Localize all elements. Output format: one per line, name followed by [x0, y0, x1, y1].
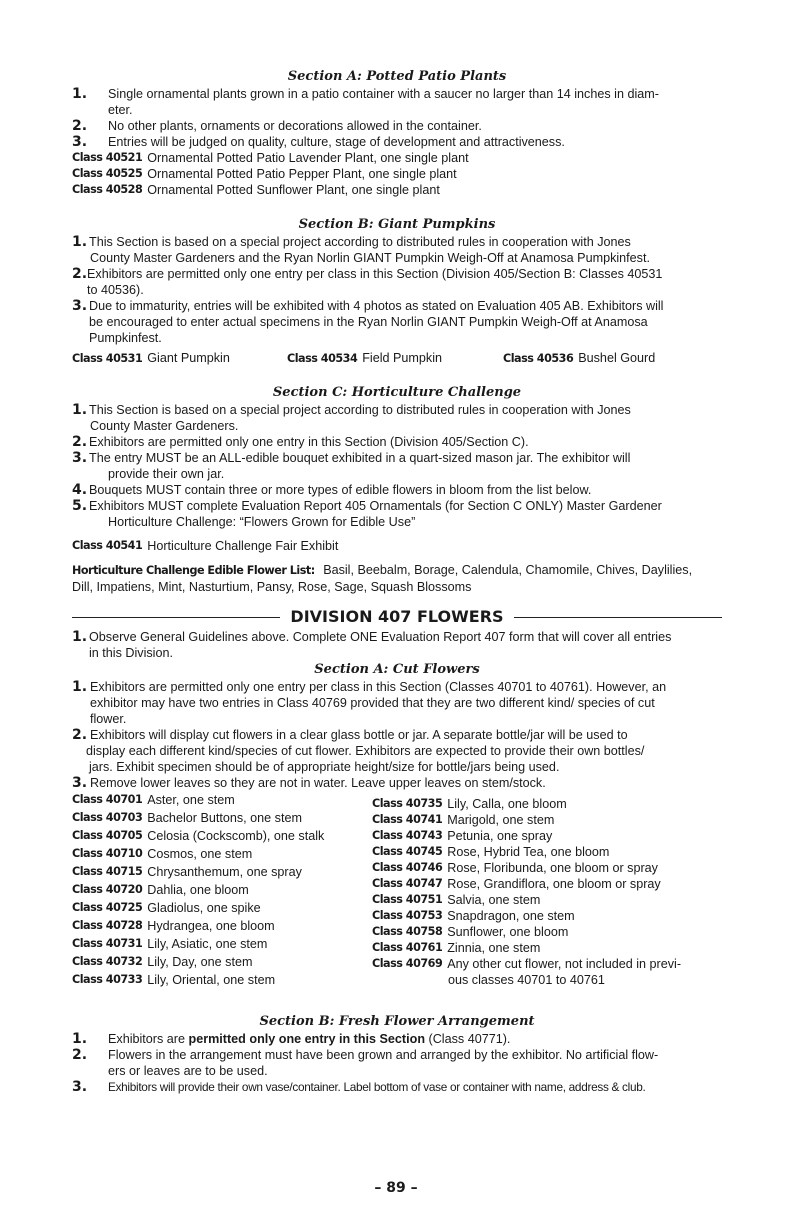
class-number: Class 40733 [72, 973, 143, 986]
class-name: Ornamental Potted Patio Pepper Plant, one single plant [147, 167, 457, 181]
classes-left-column [72, 791, 372, 989]
fresh-rule-3 [72, 1079, 722, 1095]
class-row [72, 809, 372, 827]
page-number: – 89 – [374, 1180, 418, 1196]
rule-text: Exhibitors are permitted only one entry in this Section (Division 405/Section C). [89, 435, 529, 449]
class-number: Class 40528 [72, 183, 143, 196]
class-number: Class 40745 [372, 845, 443, 858]
rule-number: 2. [72, 118, 88, 134]
class-row [72, 827, 372, 845]
class-row [72, 881, 372, 899]
rule-text-cont: County Master Gardeners. [90, 419, 239, 433]
class-row [372, 924, 722, 940]
section-c-rule-4 [72, 482, 722, 498]
class-row [372, 892, 722, 908]
rule-number: 2. [72, 727, 88, 743]
pumpkin-class-row [72, 350, 722, 367]
class-row [372, 844, 722, 860]
rule-text: No other plants, ornaments or decorations allowed in the container. [108, 119, 482, 133]
class-number: Class 40731 [72, 937, 143, 950]
division-intro [72, 629, 722, 661]
rule-number: 2. [72, 434, 88, 450]
divider-left [72, 617, 280, 618]
class-name: Rose, Hybrid Tea, one bloom [447, 845, 610, 859]
class-name: Marigold, one stem [447, 813, 555, 827]
rule-text-cont: County Master Gardeners and the Ryan Norlin GIANT Pumpkin Weigh-Off at Anamosa Pumpkinfest. [90, 251, 650, 265]
class-number: Class 40747 [372, 877, 443, 890]
rule-text-cont: ers or leaves are to be used. [108, 1064, 268, 1078]
section-a-title: Section A: Potted Patio Plants [287, 69, 507, 84]
list-label: Horticulture Challenge Edible Flower List: [72, 564, 315, 577]
class-name: Gladiolus, one spike [147, 901, 261, 915]
class-number: Class 40536 [503, 352, 574, 365]
section-a-rule-3 [72, 134, 722, 150]
class-name: Lily, Asiatic, one stem [147, 937, 268, 951]
fresh-rule-2 [72, 1047, 722, 1079]
class-row [72, 935, 372, 953]
cut-rule-1 [72, 679, 722, 727]
rule-text-cont: eter. [108, 103, 133, 117]
class-name: Salvia, one stem [447, 893, 541, 907]
class-number: Class 40746 [372, 861, 443, 874]
section-b-rule-2 [72, 266, 722, 298]
section-c-rule-2 [72, 434, 722, 450]
class-name: Aster, one stem [147, 793, 235, 807]
rule-number: 2. [72, 266, 88, 282]
class-row [372, 908, 722, 924]
rule-text-cont: to 40536). [87, 283, 144, 297]
cut-flower-classes [72, 791, 722, 989]
class-row [72, 917, 372, 935]
class-name: Sunflower, one bloom [447, 925, 569, 939]
rule-text: Flowers in the arrangement must have been grown and arranged by the exhibitor. No artificial flow- [108, 1048, 659, 1062]
rule-text-cont: be encouraged to enter actual specimens in the Ryan Norlin GIANT Pumpkin Weigh-Off at Anamosa [89, 315, 648, 329]
rule-text: Exhibitors MUST complete Evaluation Report 405 Ornamentals (for Section C ONLY) Master Gardener [89, 499, 662, 513]
division-title: DIVISION 407 FLOWERS [290, 607, 504, 626]
class-number: Class 40541 [72, 539, 143, 552]
class-name-cont: ous classes 40701 to 40761 [448, 973, 605, 987]
class-number: Class 40728 [72, 919, 143, 932]
class-number: Class 40753 [372, 909, 443, 922]
section-b-rule-1 [72, 234, 722, 266]
rule-text-cont: exhibitor may have two entries in Class 40769 provided that they are two different kind/ species of cut [90, 696, 655, 710]
class-number: Class 40531 [72, 352, 143, 365]
class-row [372, 828, 722, 844]
class-name: Celosia (Cockscomb), one stalk [147, 829, 325, 843]
class-number: Class 40732 [72, 955, 143, 968]
rule-number: 4. [72, 482, 88, 498]
class-name: Cosmos, one stem [147, 847, 253, 861]
class-number: Class 40735 [372, 797, 443, 810]
class-name: Snapdragon, one stem [447, 909, 575, 923]
section-c-rule-1 [72, 402, 722, 434]
rule-number: 3. [72, 450, 88, 466]
rule-text-cont: Horticulture Challenge: “Flowers Grown for Edible Use” [108, 515, 416, 529]
rule-text: Observe General Guidelines above. Complete ONE Evaluation Report 407 form that will cover all entries [89, 630, 672, 644]
rule-text-cont: flower. [90, 712, 127, 726]
class-name: Ornamental Potted Sunflower Plant, one single plant [147, 183, 440, 197]
page-content [72, 68, 722, 1095]
section-a-rule-2 [72, 118, 722, 134]
section-c-rule-5 [72, 498, 722, 530]
edible-flower-list [72, 562, 722, 595]
class-row [72, 863, 372, 881]
class-name: Zinnia, one stem [447, 941, 541, 955]
class-name: Lily, Calla, one bloom [447, 797, 567, 811]
rule-text: This Section is based on a special project according to distributed rules in cooperation with Jones [89, 403, 631, 417]
rule-text: Exhibitors will provide their own vase/container. Label bottom of vase or container with name, address & club. [108, 1080, 646, 1094]
class-number: Class 40751 [372, 893, 443, 906]
rule-number: 3. [72, 1079, 88, 1095]
class-name: Petunia, one spray [447, 829, 553, 843]
rule-text-cont: Pumpkinfest. [89, 331, 162, 345]
class-number: Class 40769 [372, 957, 443, 970]
section-b-title: Section B: Giant Pumpkins [298, 217, 496, 232]
class-number: Class 40534 [287, 352, 358, 365]
rule-text: The entry MUST be an ALL-edible bouquet exhibited in a quart-sized mason jar. The exhibitor will [89, 451, 631, 465]
rule-number: 1. [72, 86, 88, 102]
class-name: Any other cut flower, not included in previ- [447, 957, 682, 971]
class-number: Class 40701 [72, 793, 143, 806]
cut-rule-3 [72, 775, 722, 791]
class-number: Class 40710 [72, 847, 143, 860]
rule-text-bold: permitted only one entry in this Section [188, 1032, 426, 1046]
fresh-rule-1 [72, 1031, 722, 1047]
class-row [72, 971, 372, 989]
classes-right-column [372, 791, 722, 989]
class-number: Class 40521 [72, 151, 143, 164]
class-row [72, 150, 722, 166]
rule-text [108, 1031, 722, 1047]
cut-rule-2 [72, 727, 722, 775]
class-name: Ornamental Potted Patio Lavender Plant, one single plant [147, 151, 469, 165]
rule-text-cont: provide their own jar. [108, 467, 225, 481]
class-number: Class 40743 [372, 829, 443, 842]
rule-text: Due to immaturity, entries will be exhibited with 4 photos as stated on Evaluation 405 AB. Exhibitors will [89, 299, 664, 313]
rule-text-pre: Exhibitors are [108, 1032, 189, 1046]
class-name: Field Pumpkin [362, 351, 443, 365]
cut-flowers-title: Section A: Cut Flowers [314, 662, 480, 677]
rule-text-cont: jars. Exhibit specimen should be of appropriate height/size for bottle/jars being used. [89, 760, 560, 774]
rule-number: 1. [72, 402, 88, 418]
rule-number: 3. [72, 775, 88, 791]
class-name: Horticulture Challenge Fair Exhibit [147, 539, 339, 553]
class-row [372, 940, 722, 956]
rule-number: 1. [72, 679, 88, 695]
rule-text: Exhibitors will display cut flowers in a clear glass bottle or jar. A separate bottle/jar will be used to [90, 728, 628, 742]
class-row [372, 956, 722, 972]
class-number: Class 40703 [72, 811, 143, 824]
list-text-cont: Dill, Impatiens, Mint, Nasturtium, Pansy, Rose, Sage, Squash Blossoms [72, 580, 472, 594]
class-row [372, 876, 722, 892]
class-number: Class 40715 [72, 865, 143, 878]
rule-text: Exhibitors are permitted only one entry per class in this Section (Division 405/Section B: Classes 40531 [87, 267, 663, 281]
division-heading [72, 609, 722, 625]
class-name: Lily, Oriental, one stem [147, 973, 276, 987]
class-row [72, 791, 372, 809]
rule-text: Single ornamental plants grown in a patio container with a saucer no larger than 14 inches in diam- [108, 87, 659, 101]
class-name: Bushel Gourd [578, 351, 656, 365]
rule-number: 5. [72, 498, 88, 514]
rule-text: This Section is based on a special project according to distributed rules in cooperation with Jones [89, 235, 631, 249]
class-number: Class 40758 [372, 925, 443, 938]
class-row [372, 796, 722, 812]
class-row [72, 166, 722, 182]
rule-text: Bouquets MUST contain three or more types of edible flowers in bloom from the list below. [89, 483, 592, 497]
section-c-rule-3 [72, 450, 722, 482]
class-number: Class 40705 [72, 829, 143, 842]
class-name: Hydrangea, one bloom [147, 919, 275, 933]
section-a-rule-1 [72, 86, 722, 118]
rule-text-cont: in this Division. [89, 646, 173, 660]
rule-text-cont: display each different kind/species of cut flower. Exhibitors are expected to provide their own bottles/ [86, 744, 645, 758]
rule-text: Remove lower leaves so they are not in water. Leave upper leaves on stem/stock. [90, 776, 546, 790]
class-number: Class 40725 [72, 901, 143, 914]
list-text: Basil, Beebalm, Borage, Calendula, Chamomile, Chives, Daylilies, [323, 563, 693, 577]
class-number: Class 40525 [72, 167, 143, 180]
class-name: Bachelor Buttons, one stem [147, 811, 302, 825]
class-name: Lily, Day, one stem [147, 955, 253, 969]
class-row [72, 953, 372, 971]
section-c-title: Section C: Horticulture Challenge [272, 385, 522, 400]
class-row [72, 538, 722, 554]
class-row [372, 812, 722, 828]
rule-text: Entries will be judged on quality, culture, stage of development and attractiveness. [108, 135, 565, 149]
section-b-rule-3 [72, 298, 722, 346]
class-name: Chrysanthemum, one spray [147, 865, 302, 879]
fresh-arrangement-title: Section B: Fresh Flower Arrangement [259, 1014, 535, 1029]
rule-number: 1. [72, 1031, 88, 1047]
class-number: Class 40720 [72, 883, 143, 896]
class-row [372, 860, 722, 876]
class-name: Rose, Floribunda, one bloom or spray [447, 861, 658, 875]
class-row [72, 845, 372, 863]
rule-number: 3. [72, 134, 88, 150]
class-name: Dahlia, one bloom [147, 883, 249, 897]
rule-number: 1. [72, 234, 88, 250]
class-number: Class 40761 [372, 941, 443, 954]
rule-number: 2. [72, 1047, 88, 1063]
rule-number: 1. [72, 629, 88, 645]
class-row [72, 899, 372, 917]
class-name: Giant Pumpkin [147, 351, 230, 365]
rule-number: 3. [72, 298, 88, 314]
class-name: Rose, Grandiflora, one bloom or spray [447, 877, 661, 891]
rule-text: Exhibitors are permitted only one entry per class in this Section (Classes 40701 to 40761). However, an [90, 680, 667, 694]
divider-right [514, 617, 722, 618]
rule-text-post: (Class 40771). [425, 1032, 511, 1046]
class-number: Class 40741 [372, 813, 443, 826]
class-row [72, 182, 722, 198]
